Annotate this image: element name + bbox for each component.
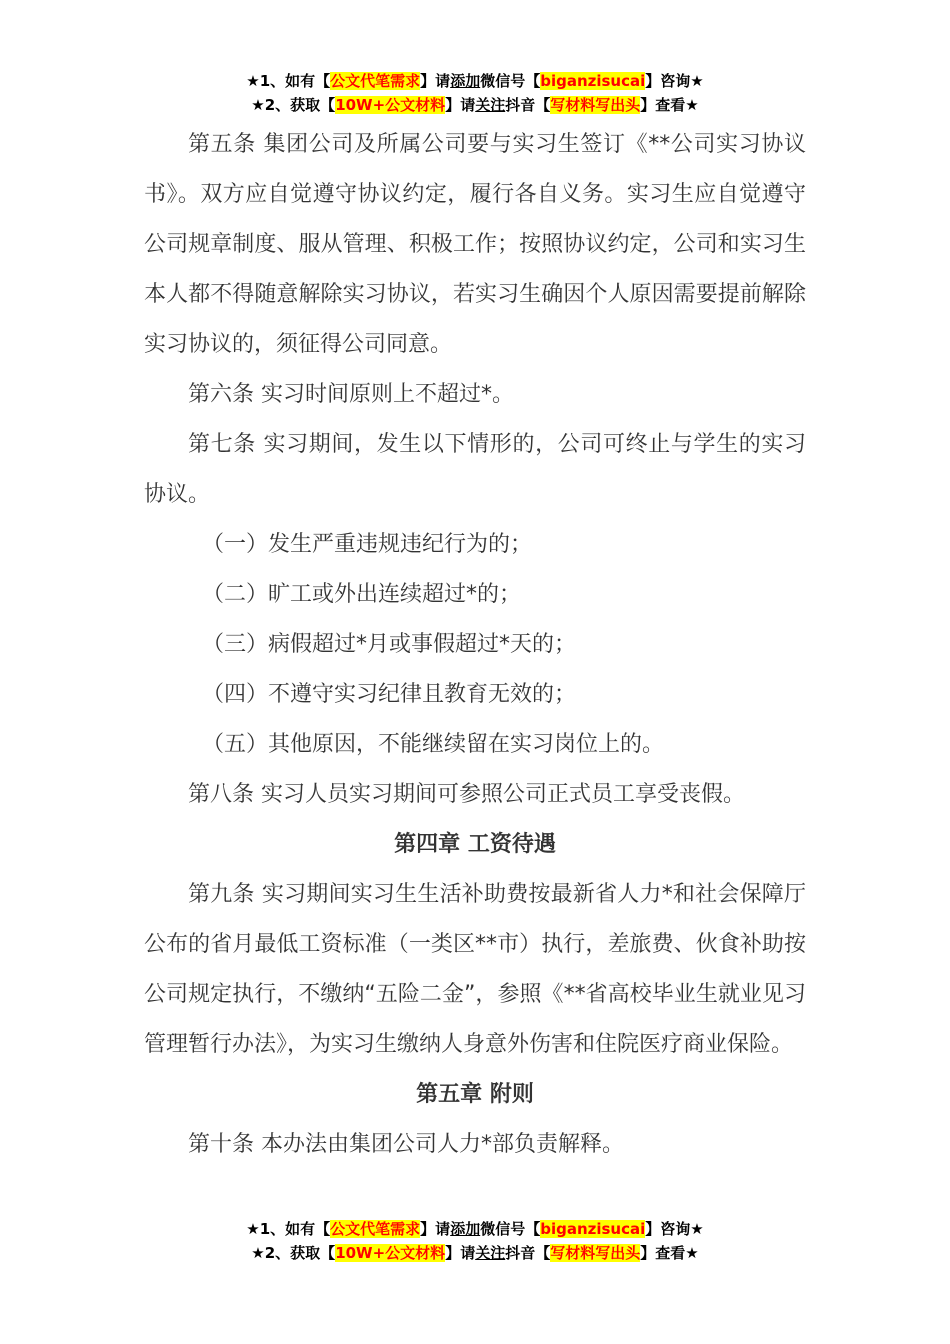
promo-text: 微信号【 bbox=[480, 72, 541, 90]
article-5: 第五条 集团公司及所属公司要与实习生签订《**公司实习协议书》。双方应自觉遵守协议约定，履行各自义务。实习生应自觉遵守公司规章制度、服从管理、积极工作；按照协议约定，公司和实习生本人都不得随意解除实习协议，若实习生确因个人原因需要提前解除实习协议的，须征得公司同意。 bbox=[144, 132, 806, 357]
document-body bbox=[144, 120, 806, 1170]
list-item: （一）发生严重违规违纪行为的； bbox=[202, 532, 533, 557]
list-item: （四）不遵守实习纪律且教育无效的； bbox=[202, 682, 577, 707]
chapter-4-heading: 第四章 工资待遇 bbox=[394, 832, 556, 857]
highlight-wechat-id: biganzisucai bbox=[540, 72, 646, 90]
list-item: （五）其他原因，不能继续留在实习岗位上的。 bbox=[202, 732, 665, 757]
promo-text: ★2、获取【 bbox=[251, 1244, 336, 1262]
article-10: 第十条 本办法由集团公司人力*部负责解释。 bbox=[188, 1132, 624, 1157]
article-6: 第六条 实习时间原则上不超过*。 bbox=[188, 382, 514, 407]
highlight-wechat-id: biganzisucai bbox=[540, 1220, 646, 1238]
promo-text: ★2、获取【 bbox=[251, 96, 336, 114]
promo-line-2-footer bbox=[0, 1242, 950, 1264]
promo-text: 】咨询★ bbox=[645, 72, 704, 90]
promo-text: 微信号【 bbox=[480, 1220, 541, 1238]
article-8: 第八条 实习人员实习期间可参照公司正式员工享受丧假。 bbox=[188, 782, 745, 807]
promo-text: 】请 bbox=[420, 72, 451, 90]
promo-text: 】请 bbox=[420, 1220, 451, 1238]
article-7: 第七条 实习期间，发生以下情形的，公司可终止与学生的实习协议。 bbox=[144, 432, 806, 507]
underlined-add: 添加 bbox=[450, 72, 481, 90]
underlined-follow: 关注 bbox=[475, 96, 506, 114]
list-item: （二）旷工或外出连续超过*的； bbox=[202, 582, 522, 607]
promo-text: 】请 bbox=[445, 96, 476, 114]
promo-text: 抖音【 bbox=[505, 1244, 551, 1262]
promo-line-1 bbox=[0, 70, 950, 92]
promo-text: 】查看★ bbox=[640, 1244, 699, 1262]
promo-text: 】请 bbox=[445, 1244, 476, 1262]
highlight-douyin: 写材料写出头 bbox=[550, 1244, 641, 1262]
highlight-douyin: 写材料写出头 bbox=[550, 96, 641, 114]
highlight-material: 10W+公文材料 bbox=[335, 1244, 446, 1262]
highlight-material: 10W+公文材料 bbox=[335, 96, 446, 114]
promo-line-2 bbox=[0, 94, 950, 116]
promo-text: ★1、如有【 bbox=[246, 72, 331, 90]
highlight-service: 公文代笔需求 bbox=[330, 1220, 421, 1238]
promo-text: 】查看★ bbox=[640, 96, 699, 114]
list-item: （三）病假超过*月或事假超过*天的； bbox=[202, 632, 577, 657]
article-9: 第九条 实习期间实习生生活补助费按最新省人力*和社会保障厅公布的省月最低工资标准（一类区**市）执行，差旅费、伙食补助按公司规定执行，不缴纳“五险二金”，参照《**省高校毕业生就业见习管理暂行办法》，为实习生缴纳人身意外伤害和住院医疗商业保险。 bbox=[144, 882, 806, 1057]
underlined-follow: 关注 bbox=[475, 1244, 506, 1262]
chapter-5-heading: 第五章 附则 bbox=[416, 1082, 534, 1107]
promo-text: ★1、如有【 bbox=[246, 1220, 331, 1238]
underlined-add: 添加 bbox=[450, 1220, 481, 1238]
promo-text: 抖音【 bbox=[505, 96, 551, 114]
promo-line-1-footer bbox=[0, 1218, 950, 1240]
promo-text: 】咨询★ bbox=[645, 1220, 704, 1238]
highlight-service: 公文代笔需求 bbox=[330, 72, 421, 90]
